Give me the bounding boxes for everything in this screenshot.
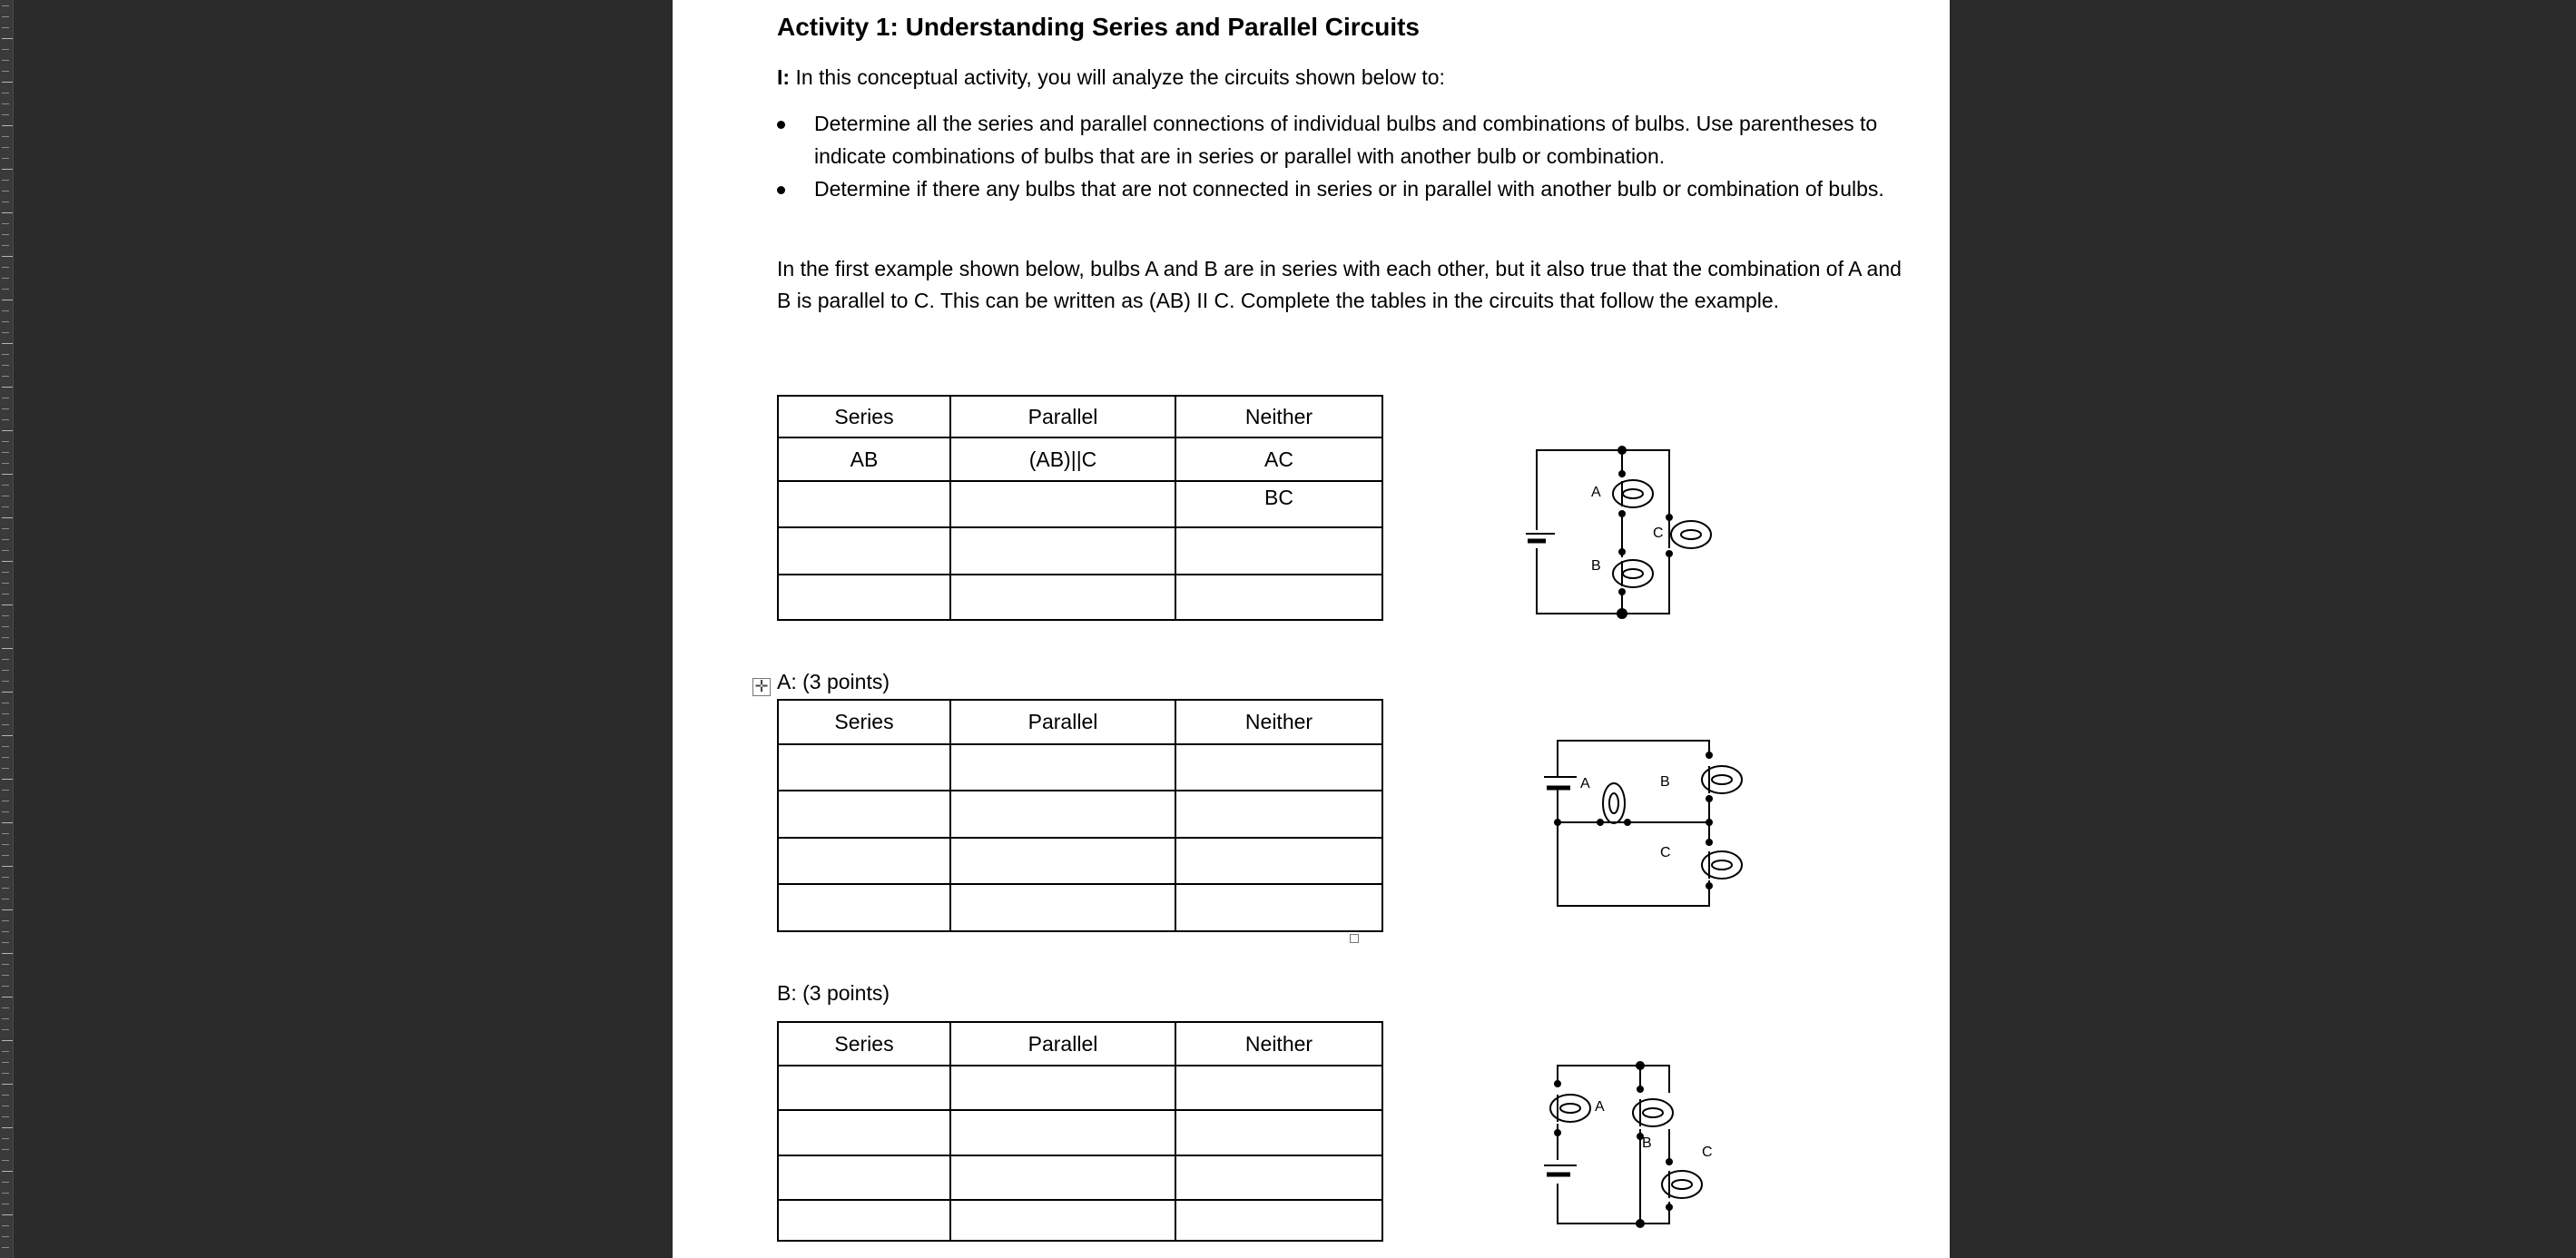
- ruler-tick: [2, 986, 9, 987]
- ruler-tick: [2, 506, 9, 507]
- ruler-tick: [2, 615, 9, 616]
- ruler-tick: [2, 1084, 13, 1085]
- table-row: [778, 1155, 1382, 1200]
- ruler-tick: [2, 1018, 9, 1019]
- bullet-text: Determine if there any bulbs that are not connected in series or in parallel with another bulb or combination of bulbs.: [814, 177, 1884, 201]
- header-series[interactable]: Series: [778, 396, 950, 437]
- ruler-tick: [2, 920, 9, 921]
- table-cell[interactable]: AB: [778, 437, 950, 481]
- section-b-label: B: (3 points): [777, 981, 890, 1005]
- ruler-tick: [2, 201, 9, 202]
- bulb-c-icon: [1660, 1165, 1702, 1202]
- table-row: [778, 1110, 1382, 1155]
- table-cell[interactable]: [950, 1066, 1175, 1110]
- header-parallel[interactable]: Parallel: [950, 1022, 1175, 1066]
- ruler-tick: [2, 822, 13, 823]
- ruler-tick: [2, 681, 9, 682]
- circuit-b-diagram: [1544, 1060, 1798, 1233]
- ruler-tick: [2, 1095, 9, 1096]
- ruler-tick: [2, 539, 9, 540]
- ruler-tick: [2, 1236, 9, 1237]
- bulb-b-icon: [1613, 557, 1653, 594]
- table-cell[interactable]: (AB)||C: [950, 437, 1175, 481]
- ruler-tick: [2, 1171, 13, 1172]
- bulb-c-icon: [1698, 844, 1742, 880]
- ruler-tick: [2, 278, 9, 279]
- ruler-tick: [2, 49, 9, 50]
- ruler-tick: [2, 888, 9, 889]
- header-parallel[interactable]: Parallel: [950, 700, 1175, 744]
- bulb-label-a: A: [1595, 1099, 1605, 1115]
- ruler-tick: [2, 855, 9, 856]
- ruler-tick: [2, 1160, 9, 1161]
- ruler-tick: [2, 430, 13, 431]
- ruler-tick: [2, 833, 9, 834]
- ruler-tick: [2, 441, 9, 442]
- table-row: [778, 884, 1382, 931]
- table-cell[interactable]: [778, 838, 950, 884]
- ruler-tick: [2, 1138, 9, 1139]
- ruler-tick: [2, 844, 9, 845]
- ruler-tick: [2, 158, 9, 159]
- ruler-tick: [2, 1116, 9, 1117]
- ruler-tick: [2, 267, 9, 268]
- header-neither[interactable]: Neither: [1175, 700, 1382, 744]
- ruler-tick: [2, 1127, 13, 1128]
- ruler-tick: [2, 38, 13, 39]
- document-page: [673, 0, 1950, 1258]
- ruler-tick: [2, 561, 13, 562]
- ruler-tick: [2, 1247, 9, 1248]
- bulb-label-a: A: [1580, 776, 1590, 791]
- table-header-row: [778, 396, 1382, 437]
- table-row: [778, 744, 1382, 791]
- ruler-tick: [2, 659, 9, 660]
- table-cell[interactable]: [950, 791, 1175, 838]
- table-header-row: [778, 1022, 1382, 1066]
- table-cell[interactable]: [778, 1200, 950, 1241]
- table-cell[interactable]: [778, 1110, 950, 1155]
- intro-prefix: I:: [777, 65, 791, 89]
- bulb-a-icon: [1598, 783, 1629, 833]
- ruler-tick: [2, 136, 9, 137]
- bulb-label-b: B: [1591, 558, 1601, 574]
- ruler-tick: [2, 245, 9, 246]
- ruler-tick: [2, 528, 9, 529]
- ruler-tick: [2, 1225, 9, 1226]
- ruler-tick: [2, 517, 13, 518]
- ruler-tick: [2, 670, 9, 671]
- bullet-icon: [777, 186, 785, 194]
- ruler-tick: [2, 452, 9, 453]
- ruler-tick: [2, 169, 13, 170]
- ruler-tick: [2, 5, 9, 6]
- ruler-tick: [2, 27, 9, 28]
- section-a-table[interactable]: [777, 699, 1383, 932]
- table-row: [778, 838, 1382, 884]
- ruler-tick: [2, 71, 9, 72]
- ruler-tick: [2, 82, 13, 83]
- ruler-tick: [2, 626, 9, 627]
- list-item: [777, 107, 1884, 172]
- ruler-tick: [2, 572, 9, 573]
- ruler-tick: [2, 550, 9, 551]
- ruler-tick: [2, 1007, 9, 1008]
- table-cell[interactable]: [950, 884, 1175, 931]
- header-neither[interactable]: Neither: [1175, 396, 1382, 437]
- ruler-tick: [2, 125, 13, 126]
- list-item: [777, 172, 1884, 205]
- table-cell[interactable]: [778, 1066, 950, 1110]
- table-header-row: [778, 700, 1382, 744]
- ruler-tick: [2, 735, 13, 736]
- ruler-tick: [2, 180, 9, 181]
- ruler-tick: [2, 997, 13, 998]
- ruler-tick: [2, 757, 9, 758]
- ruler-tick: [2, 724, 9, 725]
- ruler-tick: [2, 256, 13, 257]
- bulb-label-c: C: [1660, 845, 1671, 860]
- table-cell[interactable]: BC: [1175, 481, 1382, 527]
- table-row: [778, 481, 1382, 527]
- bulb-a-icon: [1549, 1087, 1590, 1124]
- ruler-tick: [2, 343, 13, 344]
- ruler-tick: [2, 1029, 9, 1030]
- ruler-tick: [2, 909, 13, 910]
- ruler-tick: [2, 713, 9, 714]
- ruler-tick: [2, 1149, 9, 1150]
- ruler-tick: [2, 975, 9, 976]
- ruler-tick: [2, 212, 13, 213]
- example-paragraph: In the first example shown below, bulbs A and B are in series with each other, but it also true that the combination of A and B is parallel to C. This can be written as (AB) II C. Complete the tables in the circuits that follow the example.: [777, 257, 1902, 312]
- table-row: [778, 527, 1382, 575]
- table-cell[interactable]: [778, 884, 950, 931]
- ruler-tick: [2, 877, 9, 878]
- ruler-tick: [2, 310, 9, 311]
- bulb-b-icon: [1698, 759, 1742, 795]
- table-cell[interactable]: [950, 838, 1175, 884]
- table-cell[interactable]: [1175, 838, 1382, 884]
- instruction-list: [777, 107, 1884, 205]
- ruler-tick: [2, 1062, 9, 1063]
- ruler-tick: [2, 583, 9, 584]
- bulb-label-c: C: [1653, 526, 1664, 541]
- ruler-tick: [2, 692, 13, 693]
- table-cell[interactable]: [778, 744, 950, 791]
- ruler-tick: [2, 419, 9, 420]
- ruler-tick: [2, 376, 9, 377]
- table-cell[interactable]: [950, 481, 1175, 527]
- ruler-tick: [2, 746, 9, 747]
- table-cell[interactable]: [778, 1155, 950, 1200]
- table-cell[interactable]: [950, 744, 1175, 791]
- ruler-tick: [2, 604, 13, 605]
- ruler-tick: [2, 321, 9, 322]
- ruler-tick: [2, 1040, 13, 1041]
- ruler-tick: [2, 332, 9, 333]
- example-circuit-diagram: [1526, 432, 1780, 632]
- bulb-label-b: B: [1642, 1135, 1652, 1151]
- table-cell[interactable]: [950, 527, 1175, 575]
- bulb-label-b: B: [1660, 774, 1670, 790]
- bullet-text: Determine all the series and parallel connections of individual bulbs and combinations of bulbs. Use parentheses to indicate combinations of bulbs that are in series or parallel with another bulb or combination.: [814, 112, 1878, 168]
- ruler-tick: [2, 103, 9, 104]
- ruler-tick: [2, 1073, 9, 1074]
- table-row: [778, 791, 1382, 838]
- table-cell[interactable]: [778, 575, 950, 620]
- table-cell[interactable]: [950, 1110, 1175, 1155]
- table-resize-icon[interactable]: [1350, 934, 1359, 943]
- ruler-tick: [2, 594, 9, 595]
- table-cell[interactable]: [950, 575, 1175, 620]
- table-row: [778, 1200, 1382, 1241]
- ruler-tick: [2, 942, 9, 943]
- table-cell[interactable]: [1175, 575, 1382, 620]
- ruler-tick: [2, 768, 9, 769]
- table-row: [778, 437, 1382, 481]
- ruler-tick: [2, 60, 9, 61]
- ruler-tick: [2, 1193, 9, 1194]
- table-cell[interactable]: AC: [1175, 437, 1382, 481]
- ruler-tick: [2, 964, 9, 965]
- activity-title: Activity 1: Understanding Series and Parallel Circuits: [777, 13, 1420, 41]
- table-cell[interactable]: [778, 791, 950, 838]
- ruler-tick: [2, 1051, 9, 1052]
- table-cell[interactable]: [1175, 1110, 1382, 1155]
- table-row: [778, 575, 1382, 620]
- ruler-tick: [2, 408, 9, 409]
- table-cell[interactable]: [950, 1155, 1175, 1200]
- table-cell[interactable]: [778, 527, 950, 575]
- ruler-tick: [2, 953, 13, 954]
- ruler-tick: [2, 1214, 13, 1215]
- ruler-tick: [2, 866, 13, 867]
- table-cell[interactable]: [1175, 527, 1382, 575]
- ruler-tick: [2, 463, 9, 464]
- ruler-tick: [2, 16, 9, 17]
- table-cell[interactable]: [1175, 1155, 1382, 1200]
- bulb-label-a: A: [1591, 485, 1601, 500]
- header-parallel[interactable]: Parallel: [950, 396, 1175, 437]
- ruler-tick: [2, 790, 9, 791]
- ruler-tick: [2, 223, 9, 224]
- ruler-tick: [2, 1182, 9, 1183]
- ruler-tick: [2, 365, 9, 366]
- header-neither[interactable]: Neither: [1175, 1022, 1382, 1066]
- ruler-tick: [2, 931, 9, 932]
- intro-line: [777, 65, 1445, 90]
- ruler-tick: [2, 779, 13, 780]
- ruler-tick: [2, 114, 9, 115]
- table-move-icon[interactable]: ✛: [752, 678, 771, 696]
- bulb-b-icon: [1631, 1093, 1673, 1129]
- section-b-table[interactable]: [777, 1021, 1383, 1242]
- vertical-ruler[interactable]: [0, 0, 14, 1258]
- table-cell[interactable]: [1175, 884, 1382, 931]
- header-series[interactable]: Series: [778, 1022, 950, 1066]
- ruler-tick: [2, 811, 9, 812]
- bullet-icon: [777, 121, 785, 129]
- example-table[interactable]: [777, 395, 1383, 621]
- circuit-a-diagram: [1544, 737, 1798, 919]
- ruler-tick: [2, 387, 13, 388]
- table-row: [778, 1066, 1382, 1110]
- ruler-tick: [2, 234, 9, 235]
- header-series[interactable]: Series: [778, 700, 950, 744]
- ruler-tick: [2, 191, 9, 192]
- ruler-tick: [2, 147, 9, 148]
- table-cell[interactable]: [1175, 1066, 1382, 1110]
- ruler-tick: [2, 289, 9, 290]
- section-a-label: A: (3 points): [777, 670, 890, 693]
- table-cell[interactable]: [1175, 791, 1382, 838]
- table-cell[interactable]: [1175, 744, 1382, 791]
- table-cell[interactable]: [950, 1200, 1175, 1241]
- ruler-tick: [2, 637, 9, 638]
- ruler-tick: [2, 354, 9, 355]
- ruler-tick: [2, 474, 13, 475]
- table-cell[interactable]: [778, 481, 950, 527]
- bulb-a-icon: [1613, 477, 1653, 514]
- intro-text: In this conceptual activity, you will analyze the circuits shown below to:: [790, 65, 1445, 89]
- table-cell[interactable]: [1175, 1200, 1382, 1241]
- ruler-tick: [2, 485, 9, 486]
- ruler-tick: [2, 648, 13, 649]
- bulb-label-c: C: [1702, 1145, 1713, 1160]
